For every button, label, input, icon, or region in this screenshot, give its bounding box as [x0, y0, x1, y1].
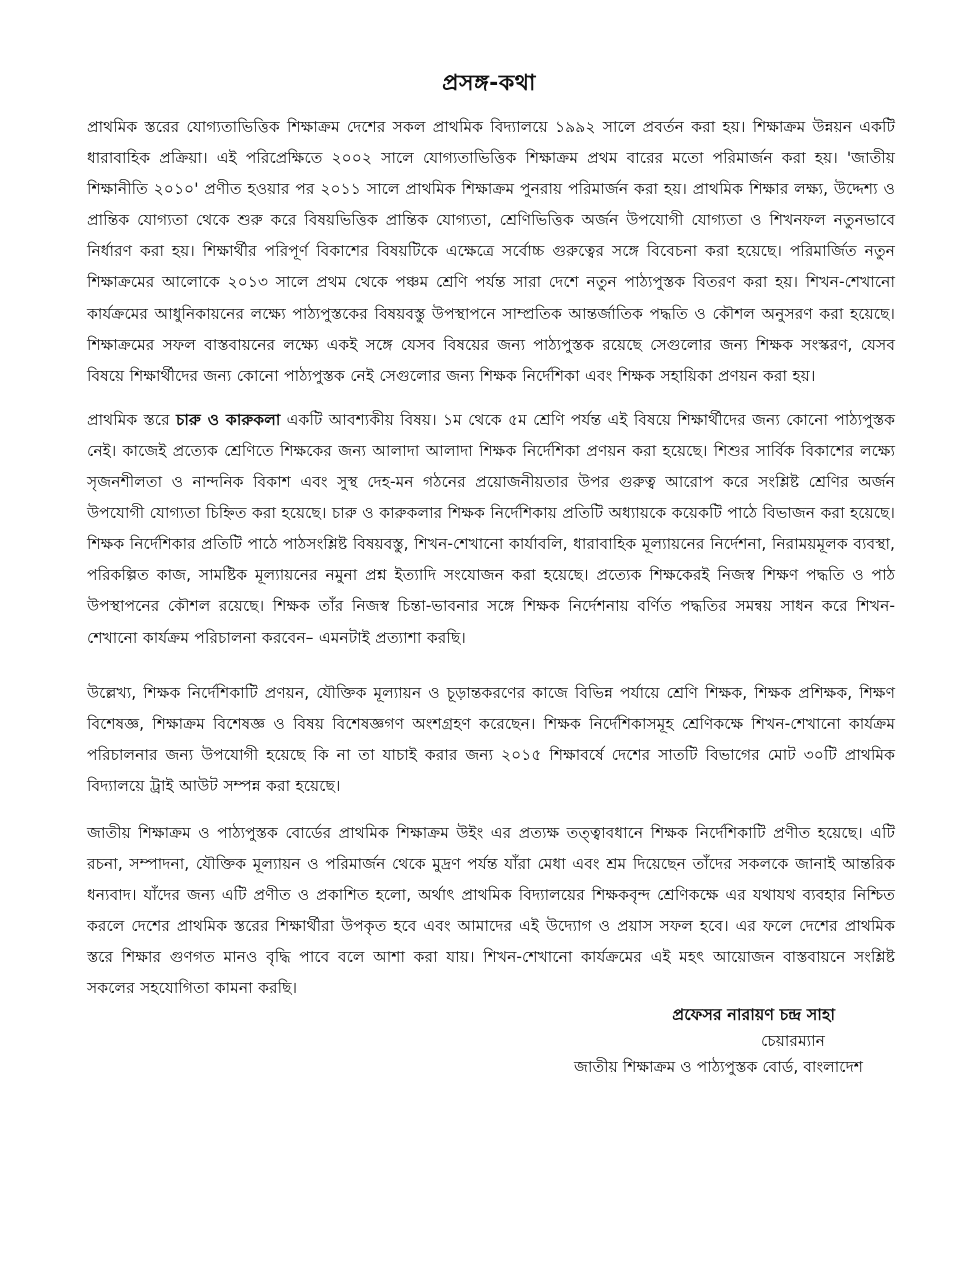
subject-name: চারু ও কারুকলা	[175, 410, 281, 429]
paragraph-4: জাতীয় শিক্ষাক্রম ও পাঠ্যপুস্তক বোর্ডের প্রাথমিক শিক্ষাক্রম উইং এর প্রত্যক্ষ তত্ত্বাবধানে শিক্ষক নির্দেশিকাটি প্রণীত হয়েছে। এটি রচনা, সম্পাদনা, যৌক্তিক মূল্যায়ন ও পরিমার্জন থেকে মুদ্রণ পর্যন্ত যাঁরা মেধা এবং শ্রম দিয়েছেন তাঁদের সকলকে জানাই আন্তরিক ধন্যবাদ। যাঁদের জন্য এটি প্রণীত ও প্রকাশিত হলো, অর্থাৎ প্রাথমিক বিদ্যালয়ের শিক্ষকবৃন্দ শ্রেণিকক্ষে এর যথাযথ ব্যবহার নিশ্চিত করলে দেশের প্রাথমিক স্তরের শিক্ষার্থীরা উপকৃত হবে এবং আমাদের এই উদ্যোগ ও প্রয়াস সফল হবে। এর ফলে দেশের প্রাথমিক স্তরে শিক্ষার গুণগত মানও বৃদ্ধি পাবে বলে আশা করা যায়। শিখন-শেখানো কার্যক্রমের এই মহৎ আয়োজন বাস্তবায়নে সংশ্লিষ্ট সকলের সহযোগিতা কামনা করছি।	[87, 823, 895, 998]
signature-block	[574, 1002, 863, 1080]
signatory-organization: জাতীয় শিক্ষাক্রম ও পাঠ্যপুস্তক বোর্ড, বাংলাদেশ	[574, 1058, 863, 1076]
paragraph-2-rest: একটি আবশ্যকীয় বিষয়। ১ম থেকে ৫ম শ্রেণি পর্যন্ত এই বিষয়ে শিক্ষার্থীদের জন্য কোনো পাঠ্যপুস্তক নেই। কাজেই প্রত্যেক শ্রেণিতে শিক্ষকের জন্য আলাদা আলাদা শিক্ষক নির্দেশিকা প্রণয়ন করা হয়েছে। শিশুর সার্বিক বিকাশের লক্ষ্যে সৃজনশীলতা ও নান্দনিক বিকাশ এবং সুস্থ দেহ-মন গঠনের প্রয়োজনীয়তার উপর গুরুত্ব আরোপ করে সংশ্লিষ্ট শ্রেণির অর্জন উপযোগী যোগ্যতা চিহ্নিত করা হয়েছে। চারু ও কারুকলার শিক্ষক নির্দেশিকায় প্রতিটি অধ্যায়কে কয়েকটি পাঠে বিভাজন করা হয়েছে। শিক্ষক নির্দেশিকার প্রতিটি পাঠে পাঠসংশ্লিষ্ট বিষয়বস্তু, শিখন-শেখানো কার্যাবলি, ধারাবাহিক মূল্যায়নের নির্দেশনা, নিরাময়মূলক ব্যবস্থা, পরিকল্পিত কাজ, সামষ্টিক মূল্যায়নের নমুনা প্রশ্ন ইত্যাদি সংযোজন করা হয়েছে। প্রত্যেক শিক্ষকেরই নিজস্ব শিক্ষণ পদ্ধতি ও পাঠ উপস্থাপনের কৌশল রয়েছে। শিক্ষক তাঁর নিজস্ব চিন্তা-ভাবনার সঙ্গে শিক্ষক নির্দেশনায় বর্ণিত পদ্ধতির সমন্বয় সাধন করে শিখন-শেখানো কার্যক্রম পরিচালনা করবেন– এমনটাই প্রত্যাশা করছি।	[87, 410, 895, 647]
signatory-name: প্রফেসর নারায়ণ চন্দ্র সাহা	[672, 1005, 835, 1024]
paragraph-2	[87, 405, 895, 654]
paragraph-2-lead: প্রাথমিক স্তরে	[87, 410, 176, 429]
page-title: প্রসঙ্গ-কথা	[442, 71, 536, 96]
body-text	[87, 112, 895, 1005]
paragraph-3: উল্লেখ্য, শিক্ষক নির্দেশিকাটি প্রণয়ন, যৌক্তিক মূল্যায়ন ও চূড়ান্তকরণের কাজে বিভিন্ন পর্যায়ে শ্রেণি শিক্ষক, শিক্ষক প্রশিক্ষক, শিক্ষণ বিশেষজ্ঞ, শিক্ষাক্রম বিশেষজ্ঞ ও বিষয় বিশেষজ্ঞগণ অংশগ্রহণ করেছেন। শিক্ষক নির্দেশিকাসমূহ শ্রেণিকক্ষে শিখন-শেখানো কার্যক্রম পরিচালনার জন্য উপযোগী হয়েছে কি না তা যাচাই করার জন্য ২০১৫ শিক্ষাবর্ষে দেশের সাতটি বিভাগের মোট ৩০টি প্রাথমিক বিদ্যালয়ে ট্রাই আউট সম্পন্ন করা হয়েছে।	[87, 683, 895, 795]
paragraph-1: প্রাথমিক স্তরের যোগ্যতাভিত্তিক শিক্ষাক্রম দেশের সকল প্রাথমিক বিদ্যালয়ে ১৯৯২ সালে প্রবর্তন করা হয়। শিক্ষাক্রম উন্নয়ন একটি ধারাবাহিক প্রক্রিয়া। এই পরিপ্রেক্ষিতে ২০০২ সালে যোগ্যতাভিত্তিক শিক্ষাক্রম প্রথম বারের মতো পরিমার্জন করা হয়। 'জাতীয় শিক্ষানীতি ২০১০' প্রণীত হওয়ার পর ২০১১ সালে প্রাথমিক শিক্ষাক্রম পুনরায় পরিমার্জন করা হয়। প্রাথমিক শিক্ষার লক্ষ্য, উদ্দেশ্য ও প্রান্তিক যোগ্যতা থেকে শুরু করে বিষয়ভিত্তিক প্রান্তিক যোগ্যতা, শ্রেণিভিত্তিক অর্জন উপযোগী যোগ্যতা ও শিখনফল নতুনভাবে নির্ধারণ করা হয়। শিক্ষার্থীর পরিপূর্ণ বিকাশের বিষয়টিকে এক্ষেত্রে সর্বোচ্চ গুরুত্বের সঙ্গে বিবেচনা করা হয়েছে। পরিমার্জিত নতুন শিক্ষাক্রমের আলোকে ২০১৩ সালে প্রথম থেকে পঞ্চম শ্রেণি পর্যন্ত সারা দেশে নতুন পাঠ্যপুস্তক বিতরণ করা হয়। শিখন-শেখানো কার্যক্রমের আধুনিকায়নের লক্ষ্যে পাঠ্যপুস্তকের বিষয়বস্তু উপস্থাপনে সাম্প্রতিক আন্তর্জাতিক পদ্ধতি ও কৌশল অনুসরণ করা হয়েছে। শিক্ষাক্রমের সফল বাস্তবায়নের লক্ষ্যে একই সঙ্গে যেসব বিষয়ের জন্য পাঠ্যপুস্তক রয়েছে সেগুলোর জন্য শিক্ষক সংস্করণ, যেসব বিষয়ে শিক্ষার্থীদের জন্য কোনো পাঠ্যপুস্তক নেই সেগুলোর জন্য শিক্ষক নির্দেশিকা এবং শিক্ষক সহায়িকা প্রণয়ন করা হয়।	[87, 118, 895, 385]
signatory-role: চেয়ারম্যান	[760, 1032, 825, 1050]
